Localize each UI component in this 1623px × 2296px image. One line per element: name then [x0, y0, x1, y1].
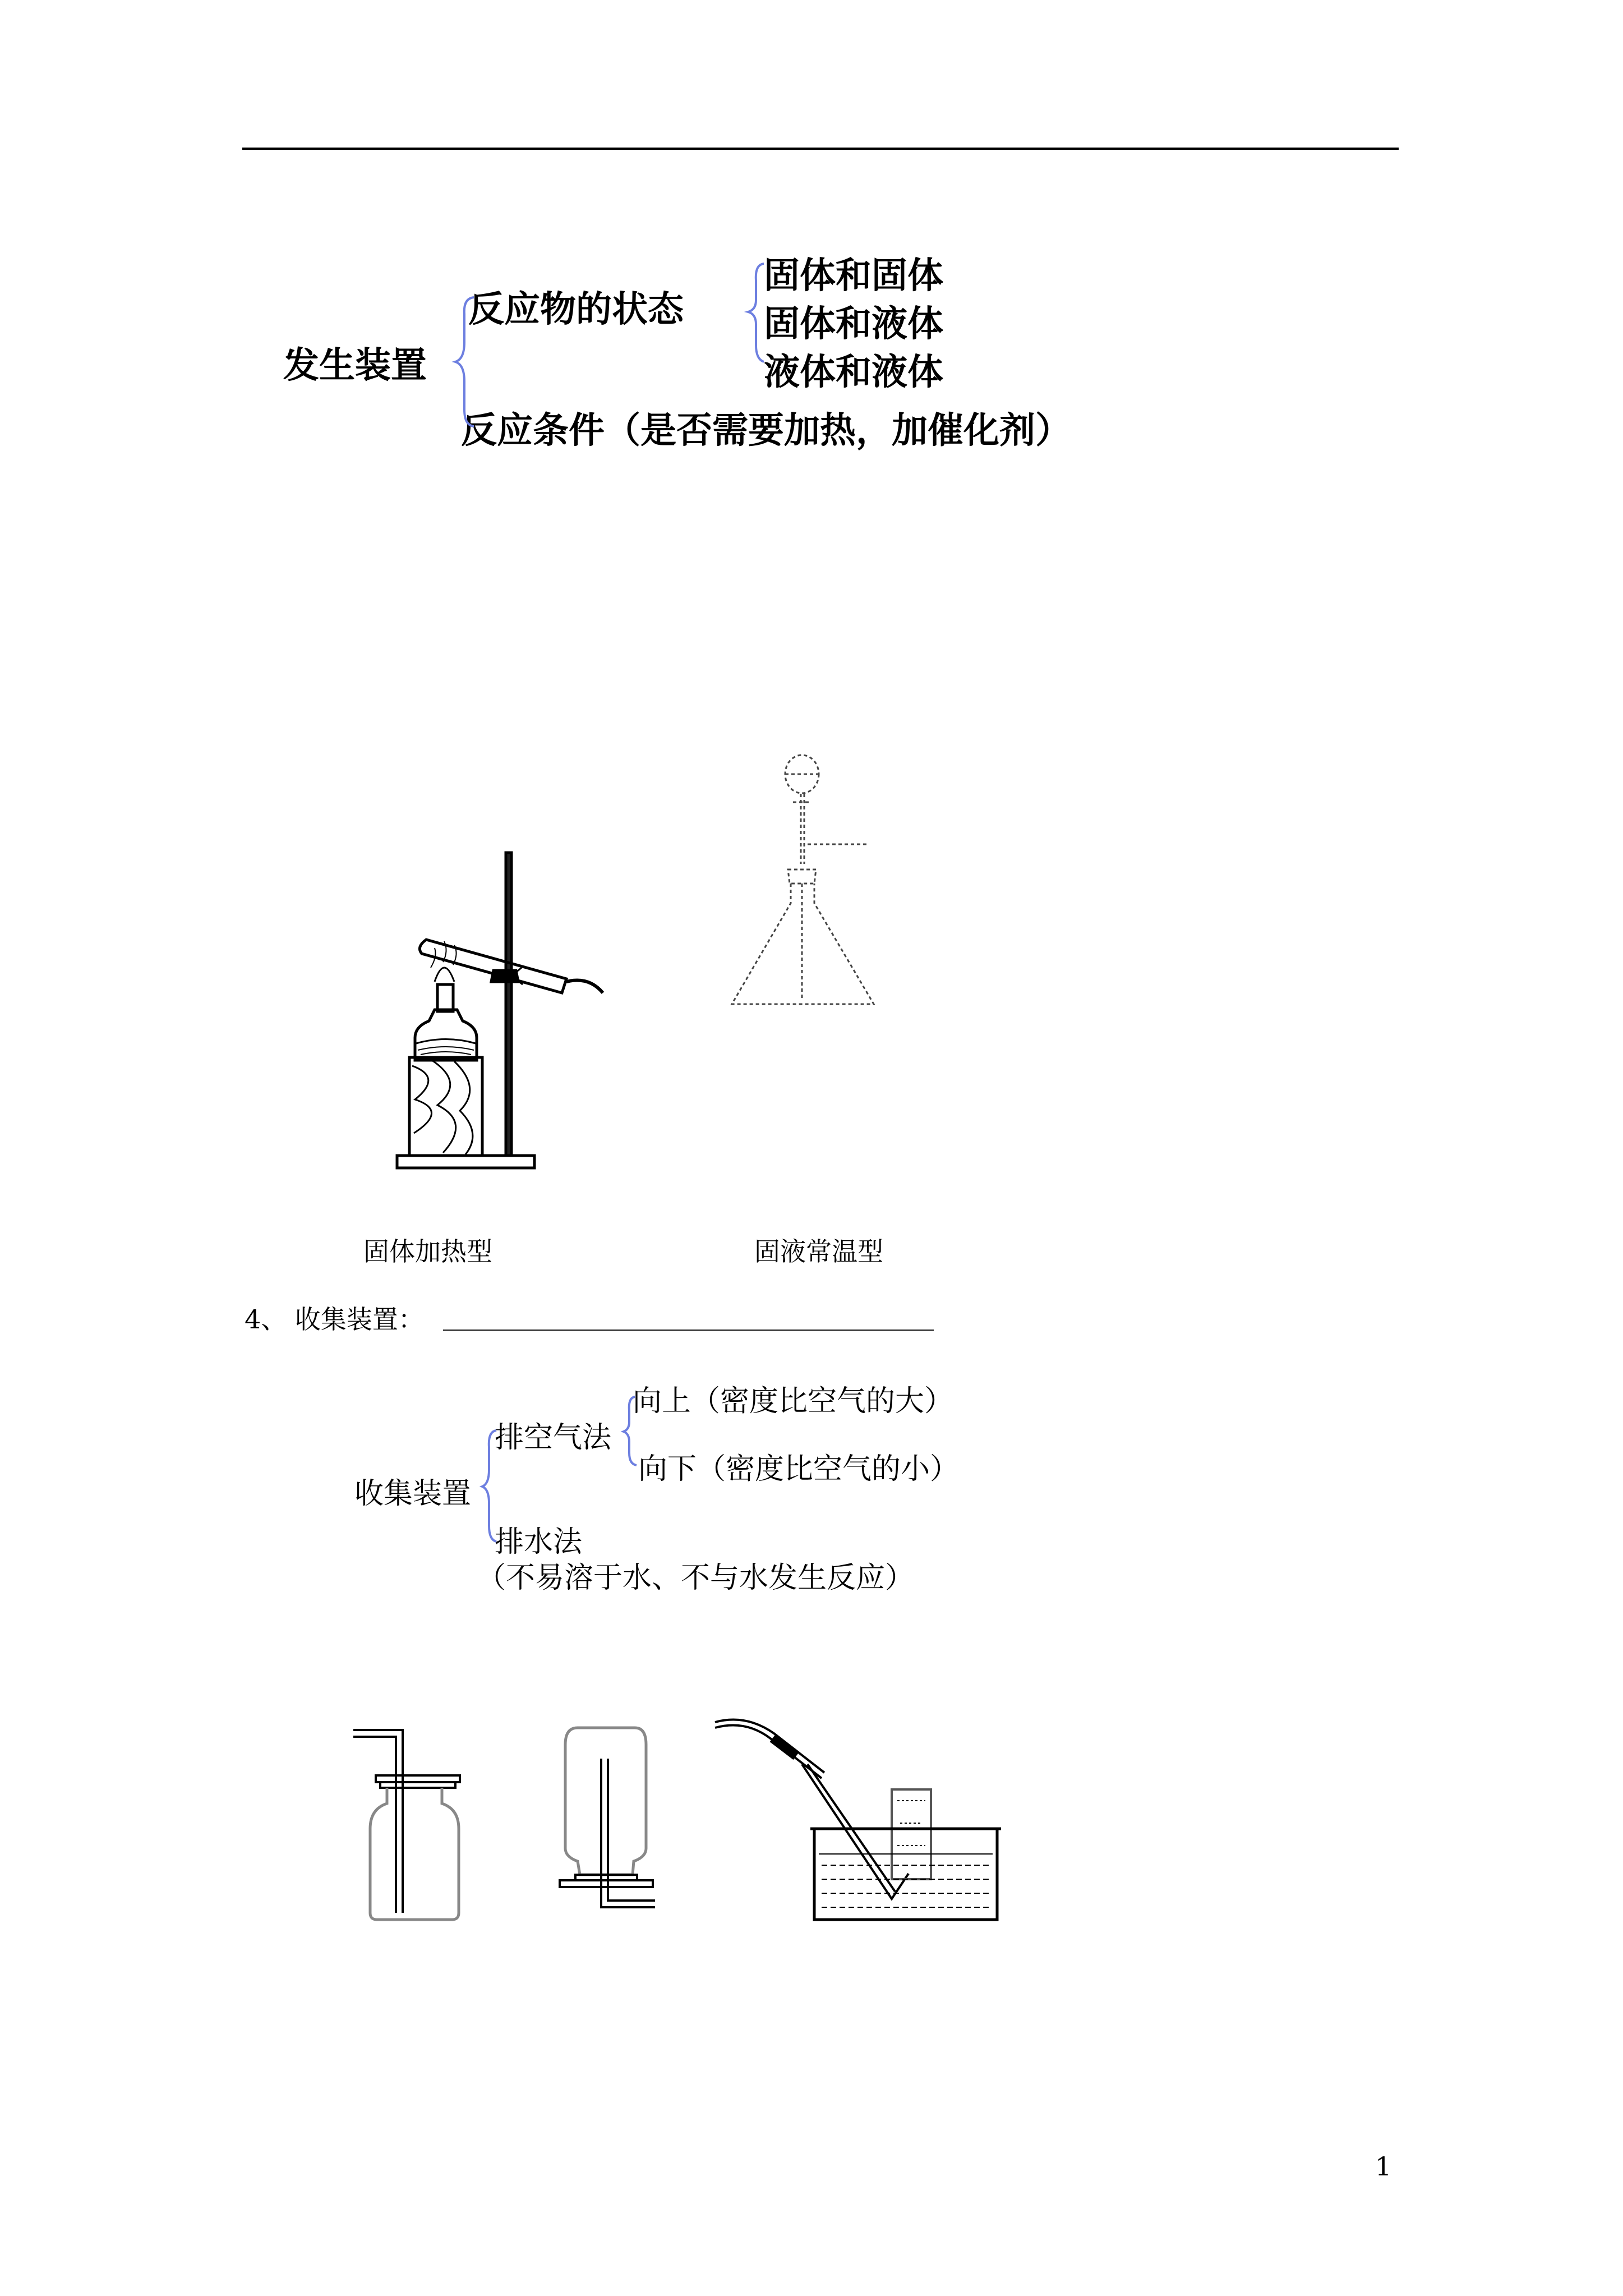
caption-solid-liquid: 固液常温型 — [754, 1236, 883, 1267]
generation-state-3: 液体和液体 — [764, 352, 943, 393]
collection-branch-air: 排空气法 — [495, 1421, 612, 1455]
collection-air-up: 向上（密度比空气的大） — [633, 1384, 954, 1418]
collection-root-brace — [482, 1430, 496, 1542]
generation-branch-condition: 反应条件（是否需要加热，加催化剂） — [461, 410, 1071, 452]
generation-state-1: 固体和固体 — [764, 255, 943, 297]
downward-air-displacement-bottle — [555, 1717, 667, 1930]
collection-water-note: （不易溶于水、不与水发生反应） — [477, 1561, 915, 1595]
collection-root: 收集装置 — [354, 1477, 472, 1511]
page-number: 1 — [1375, 2151, 1392, 2182]
collection-air-down: 向下（密度比空气的小） — [638, 1452, 960, 1486]
water-displacement-apparatus — [712, 1711, 1004, 1935]
caption-solid-heating: 固体加热型 — [363, 1236, 492, 1267]
collection-air-brace — [624, 1397, 637, 1465]
upward-air-displacement-bottle — [348, 1717, 460, 1930]
generation-root: 发生装置 — [283, 345, 427, 386]
generation-branch-state: 反应物的状态 — [468, 289, 684, 330]
collection-heading-label: 4、 收集装置： — [245, 1304, 424, 1335]
generation-state-2: 固体和液体 — [764, 303, 943, 345]
collection-branch-water: 排水法 — [495, 1525, 583, 1559]
